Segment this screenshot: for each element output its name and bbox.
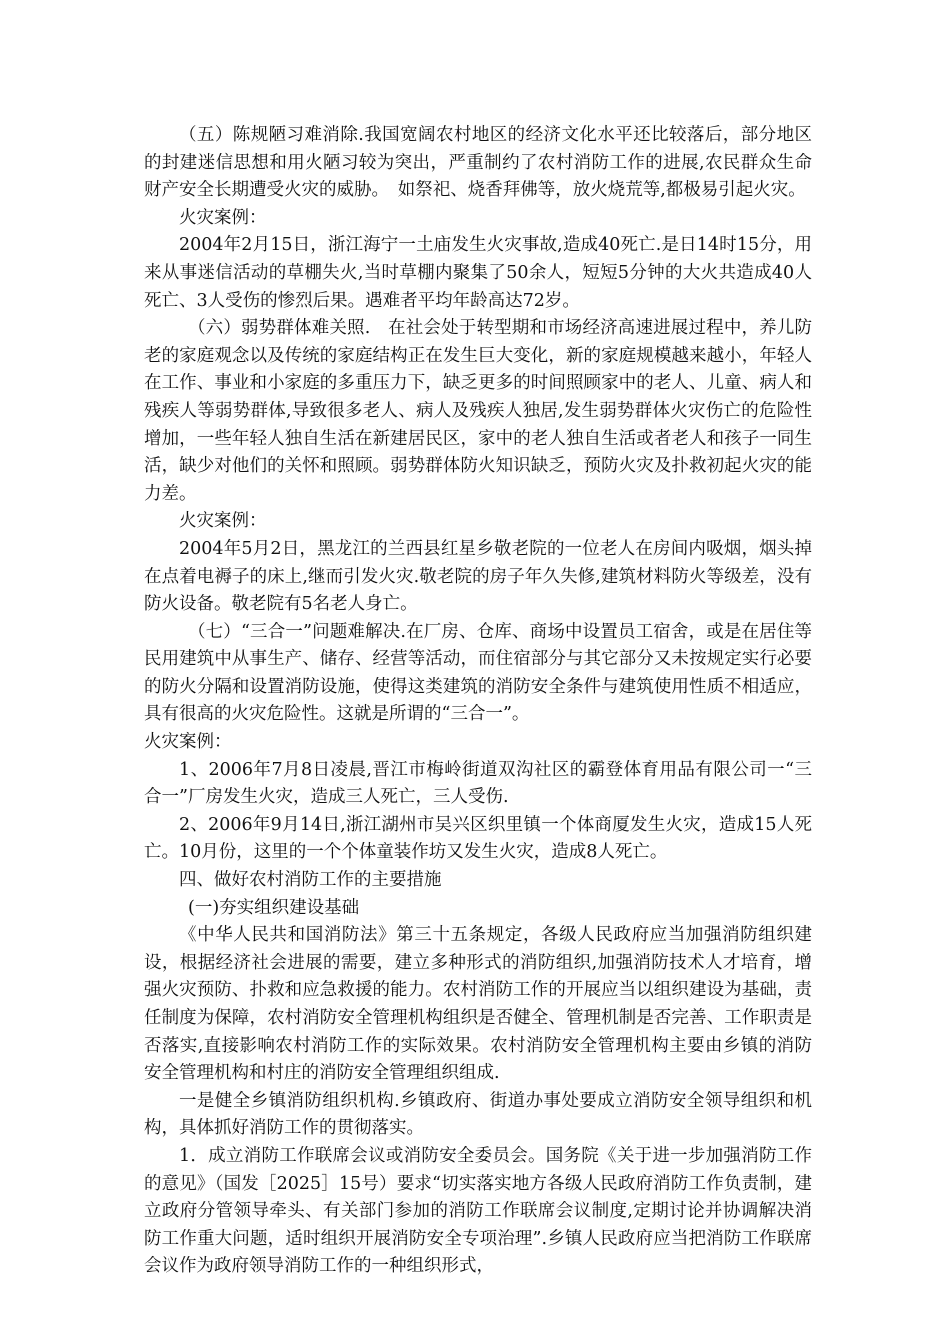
paragraph-case-heading: 火灾案例：: [144, 732, 232, 753]
paragraph-case-heading: 火灾案例：: [179, 207, 267, 228]
paragraph-6-vulnerable: （六）弱势群体难关照. 在社会处于转型期和市场经济高速进展过程中，养儿防老的家庭观念以及传统的家庭结构正在发生巨大变化，新的家庭规模越来越小，年轻人在工作、事业和小家庭的多重压力下，缺乏更多的时间照顾家中的老人、儿童、病人和残疾人等弱势群体,导致很多老人、病人及残疾人独居,发生弱势群体火灾伤亡的危险性增加，一些年轻人独自生活在新建居民区，家中的老人独自生活或者老人和孩子一同生活，缺少对他们的关怀和照顾。弱势群体防火知识缺乏，预防火灾及扑救初起火灾的能力差。: [144, 318, 812, 504]
subsection-heading-organization: (一)夯实组织建设基础: [188, 897, 360, 918]
paragraph-case-huzhou: 2、2006年9月14日,浙江湖州市吴兴区织里镇一个体商厦发生火灾，造成15人死亡。10月份，这里的一个个体童装作坊又发生火灾，造成8人死亡。: [144, 814, 812, 863]
paragraph-case-lanxi: 2004年5月2日，黑龙江的兰西县红星乡敬老院的一位老人在房间内吸烟，烟头掉在点着电褥子的床上,继而引发火灾.敬老院的房子年久失修,建筑材料防火等级差，没有防火设备。敬老院有5名老人身亡。: [144, 538, 812, 615]
paragraph-case-haining: 2004年2月15日，浙江海宁一土庙发生火灾事故,造成40死亡.是日14时15分，用来从事迷信活动的草棚失火,当时草棚内聚集了50余人，短短5分钟的大火共造成40人死亡、3人受伤的惨烈后果。遇难者平均年龄高达72岁。: [144, 235, 812, 311]
document-page: [144, 122, 812, 1281]
paragraph-7-three-in-one: （七）“三合一”问题难解决.在厂房、仓库、商场中设置员工宿舍，或是在居住等民用建筑中从事生产、储存、经营等活动，而住宿部分与其它部分又未按规定实行必要的防火分隔和设置消防设施，使得这类建筑的消防安全条件与建筑使用性质不相适应，具有很高的火灾危险性。这就是所谓的“三合一”。: [144, 621, 812, 725]
paragraph-5-customs: （五）陈规陋习难消除.我国宽阔农村地区的经济文化水平还比较落后，部分地区的封建迷信思想和用火陋习较为突出，严重制约了农村消防工作的进展,农民群众生命财产安全长期遭受火灾的威胁。 如祭祀、烧香拜佛等，放火烧荒等,都极易引起火灾。: [144, 125, 812, 201]
section-heading-measures: 四、做好农村消防工作的主要措施: [179, 870, 442, 891]
paragraph-joint-meeting: 1．成立消防工作联席会议或消防安全委员会。国务院《关于进一步加强消防工作的意见》（国发［2025］15号）要求“切实落实地方各级人民政府消防工作负责制，建立政府分管领导牵头、有关部门参加的消防工作联席会议制度,定期讨论并协调解决消防工作重大问题，适时组织开展消防安全专项治理”.乡镇人民政府应当把消防工作联席会议作为政府领导消防工作的一种组织形式，: [144, 1145, 812, 1277]
paragraph-township-organization: 一是健全乡镇消防组织机构.乡镇政府、街道办事处要成立消防安全领导组织和机构，具体抓好消防工作的贯彻落实。: [144, 1090, 812, 1139]
paragraph-fire-law: 《中华人民共和国消防法》第三十五条规定，各级人民政府应当加强消防组织建设，根据经济社会进展的需要，建立多种形式的消防组织,加强消防技术人才培育，增强火灾预防、扑救和应急救援的能力。农村消防工作的开展应当以组织建设为基础，责任制度为保障，农村消防安全管理机构组织是否健全、管理机制是否完善、工作职责是否落实,直接影响农村消防工作的实际效果。农村消防安全管理机构主要由乡镇的消防安全管理机构和村庄的消防安全管理组织组成.: [144, 925, 812, 1084]
paragraph-case-heading: 火灾案例：: [179, 511, 267, 532]
paragraph-case-jinjiang: 1、2006年7月8日凌晨,晋江市梅岭街道双沟社区的霸登体育用品有限公司一“三合一”厂房发生火灾，造成三人死亡，三人受伤.: [144, 759, 812, 808]
